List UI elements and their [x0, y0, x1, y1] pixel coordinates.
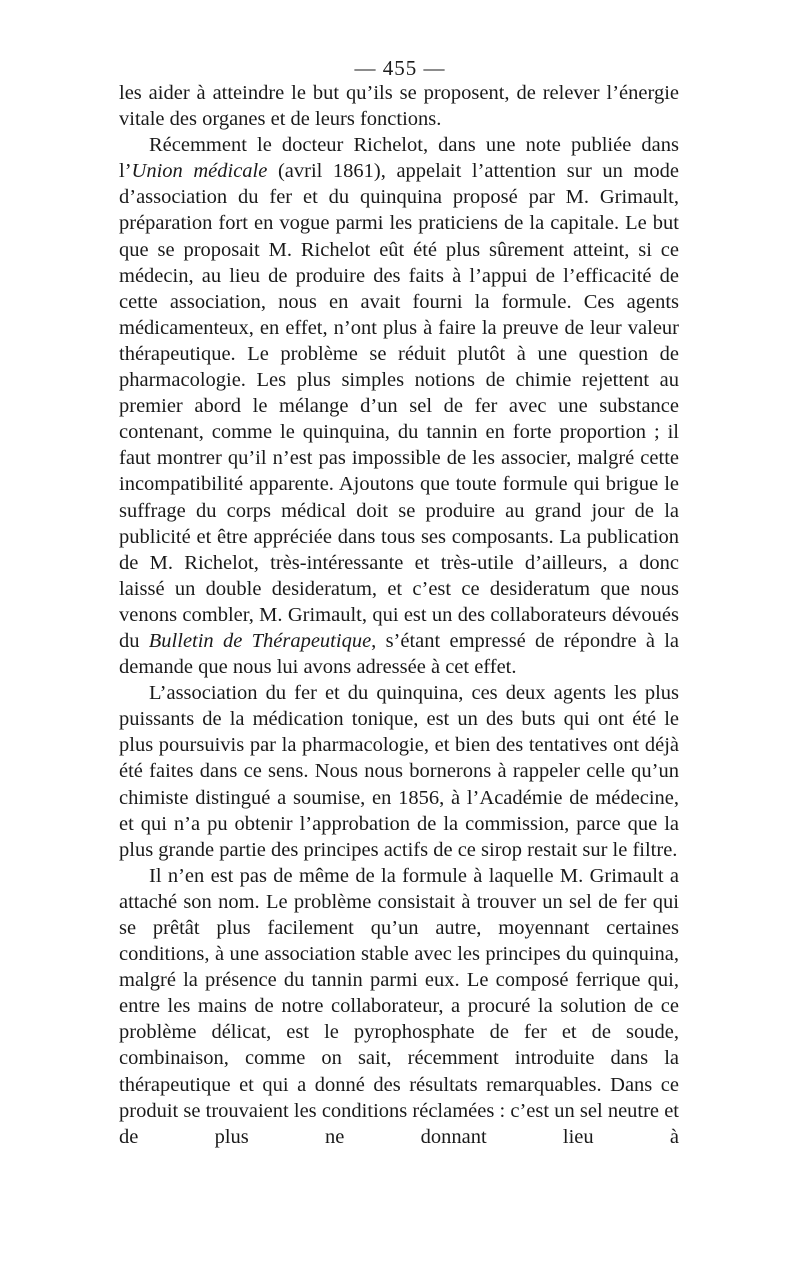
text-run: (avril 1861), appelait l’attention sur un mode d’association du fer et du quinquina proposé par M. Grimault, préparation fort en vogue parmi les praticiens de la capitale. Le but que se proposait M. Richelot eût été plus sûrement atteint, si ce médecin, au lieu de produire des faits à l’appui de l’efficacité de cette association, nous en avait fourni la formule. Ces agents médicamenteux, en effet, n’ont plus à faire la preuve de leur valeur thérapeutique. Le problème se réduit plutôt à une question de pharmacologie. Les plus simples notions de chimie rejettent au premier abord le mélange d’un sel de fer avec une substance contenant, comme le quinquina, du tannin en forte proportion ; il faut montrer qu’il n’est pas impossible de les associer, malgré cette incompatibilité apparente. Ajoutons que toute formule qui brigue le suffrage du corps médical doit se produire au grand jour de la publicité et être appréciée dans tous ses composants. La publication de M. Richelot, très-intéressante et très-utile d’ailleurs, a donc laissé un double desideratum, et c’est ce desideratum que nous venons combler, M. Grimault, qui est un des collaborateurs dévoués du: [119, 160, 679, 652]
body-text: [119, 80, 679, 1150]
paragraph-1: [119, 80, 679, 132]
text-run: L’association du fer et du quinquina, ces deux agents les plus puissants de la médication tonique, est un des buts qui ont été le plus poursuivis par la pharmacologie, et bien des tentatives ont déjà été faites dans ce sens. Nous nous bornerons à rappeler celle qu’un chimiste distingué a soumise, en 1856, à l’Académie de médecine, et qui n’a pu obtenir l’approbation de la commission, parce que la plus grande partie des principes actifs de ce sirop restait sur le filtre.: [119, 682, 679, 861]
journal-title-bulletin: Bulletin de Thérapeutique: [148, 629, 372, 652]
text-run: Récemment le docteur Richelot, dans une note publiée dans l’: [119, 134, 679, 183]
journal-title-union-medicale: Union médicale: [131, 160, 268, 183]
paragraph-3: [119, 680, 679, 863]
text-run: Il n’en est pas de même de la formule à laquelle M. Grimault a attaché son nom. Le problème consistait à trouver un sel de fer qui se prêtât plus facilement qu’un autre, moyennant certaines conditions, à une association stable avec les principes du quinquina, malgré la présence du tannin parmi eux. Le composé ferrique qui, entre les mains de notre collaborateur, a procuré la solution de ce problème délicat, est le pyrophosphate de fer et de soude, combinaison, comme on sait, récemment introduite dans la thérapeutique et qui a donné des résultats remarquables. Dans ce produit se trouvaient les conditions réclamées : c’est un sel neutre et de plus ne donnant lieu à: [119, 864, 679, 1148]
page-number: — 455 —: [354, 56, 446, 80]
text-run: les aider à atteindre le but qu’ils se proposent, de relever l’énergie vitale des organes et de leurs fonctions.: [119, 82, 679, 131]
paragraph-4: [119, 863, 679, 1150]
paragraph-2: [119, 132, 679, 680]
text-run: , s’étant empressé de répondre à la demande que nous lui avons adressée à cet effet.: [119, 629, 679, 679]
